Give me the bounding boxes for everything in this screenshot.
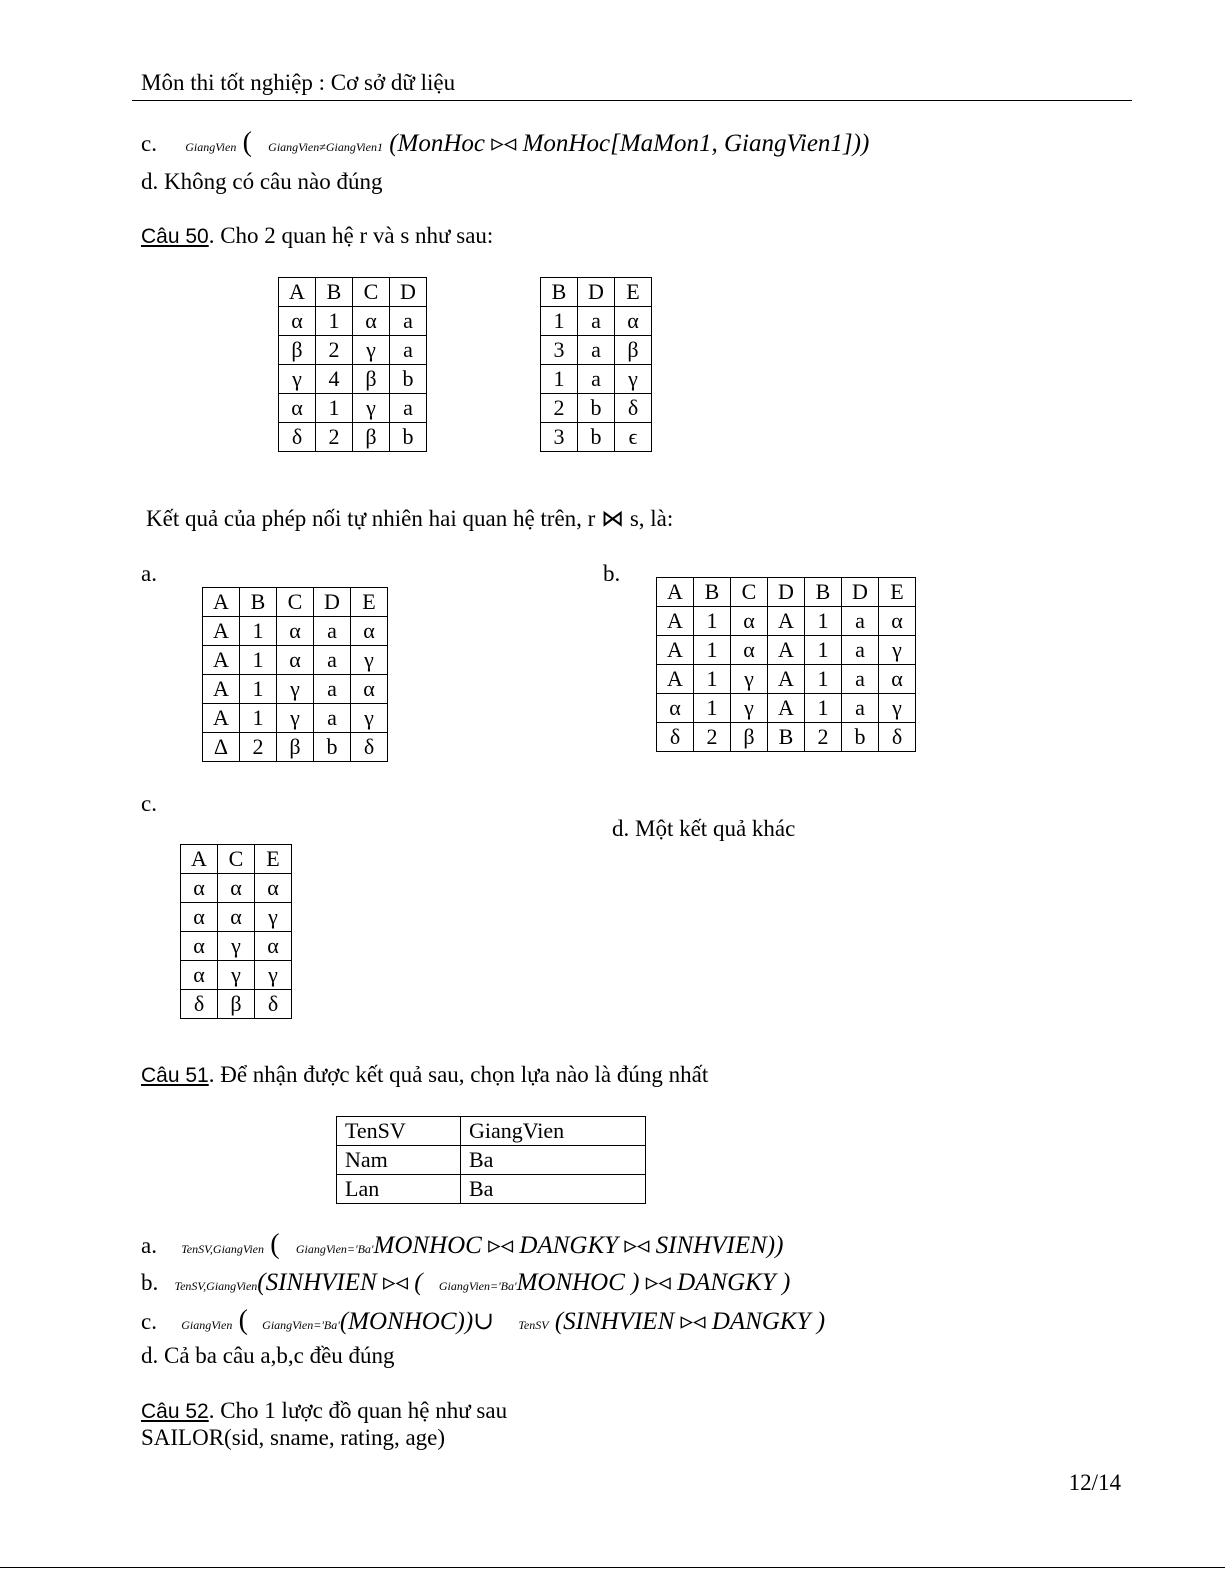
table-cell: γ [879,694,916,723]
table-cell: b [842,723,879,752]
table-cell: γ [255,961,292,990]
table-cell: β [279,336,316,365]
table-row [541,365,652,394]
table-cell: β [615,336,652,365]
table-cell: 1 [240,617,277,646]
q51-text: . Để nhận được kết quả sau, chọn lựa nào là đúng nhất [208,1062,709,1087]
table-row [279,394,427,423]
table-cell: A [768,694,805,723]
q51-option-c: c. GiangVien ( GiangVien='Ba'(MONHOC))∪ TenSV (SINHVIEN ▹◃ DANGKY ) [141,1305,826,1336]
table-header-row [541,278,652,307]
table-cell: δ [181,990,218,1019]
table-cell: Δ [203,733,240,762]
q52-label: Câu 52 [141,1400,209,1423]
table-cell: 2 [694,723,731,752]
table-cell: α [255,874,292,903]
table-cell: A [657,607,694,636]
table-cell: 1 [694,694,731,723]
table-cell: γ [351,704,388,733]
header-divider [132,100,1132,101]
table-cell: γ [279,365,316,394]
table-cell: b [578,394,615,423]
q50-option-b-label: b. [603,561,621,586]
table-cell: 4 [316,365,353,394]
table-cell: a [578,307,615,336]
table-cell: 1 [694,607,731,636]
table-cell: γ [353,336,390,365]
table-header-cell: E [615,278,652,307]
table-header-cell: D [390,278,427,307]
table-cell: β [353,365,390,394]
q51-heading [141,1061,708,1089]
table-cell: A [203,704,240,733]
table-header-cell: TenSV [337,1117,461,1146]
q50-option-a-label: a. [141,561,157,586]
table-cell: γ [731,665,768,694]
table-cell: 1 [805,607,842,636]
table-header-cell: B [805,578,842,607]
table-cell: a [578,365,615,394]
table-cell: δ [255,990,292,1019]
table-row [657,723,916,752]
table-cell: α [731,607,768,636]
table-cell: γ [255,903,292,932]
table-row [279,365,427,394]
table-cell: γ [351,646,388,675]
table-cell: Ba [460,1146,645,1175]
table-cell: 2 [240,733,277,762]
q52-heading [141,1397,507,1425]
page-number: 12/14 [1068,1470,1121,1495]
table-cell: α [181,874,218,903]
table-row [657,607,916,636]
table-cell: α [218,874,255,903]
table-cell: b [390,365,427,394]
q51-result-table [336,1116,646,1204]
prev-option-c: c. GiangVien ( GiangVien≠GiangVien1 (MonHoc ▹◃ MonHoc[MaMon1, GiangVien1])) [141,127,870,158]
table-cell: α [351,675,388,704]
table-cell: a [842,694,879,723]
table-cell: B [768,723,805,752]
q50-option-c-label: c. [141,791,157,816]
table-cell: α [255,932,292,961]
table-row [657,665,916,694]
table-row [203,617,388,646]
table-cell: 1 [240,704,277,733]
table-cell: α [181,903,218,932]
q51-option-b: b. TenSV,GiangVien(SINHVIEN ▹◃ ( GiangVien='Ba'MONHOC ) ▹◃ DANGKY ) [141,1269,791,1296]
table-row [337,1146,646,1175]
table-cell: β [218,990,255,1019]
table-cell: α [879,607,916,636]
q50-label: Câu 50 [141,225,209,248]
table-cell: b [314,733,351,762]
table-cell: A [768,665,805,694]
q51-option-d: d. Cả ba câu a,b,c đều đúng [141,1343,395,1368]
table-cell: 2 [316,336,353,365]
table-cell: A [657,636,694,665]
table-cell: 3 [541,336,578,365]
table-cell: α [277,646,314,675]
table-header-cell: C [731,578,768,607]
table-header-cell: A [181,845,218,874]
table-cell: Lan [337,1175,461,1204]
table-header-cell: C [277,588,314,617]
table-header-cell: B [541,278,578,307]
table-cell: α [279,394,316,423]
q52-text: . Cho 1 lược đồ quan hệ như sau [208,1398,508,1423]
table-cell: A [203,617,240,646]
table-cell: δ [879,723,916,752]
table-cell: α [218,903,255,932]
table-cell: δ [657,723,694,752]
table-cell: α [657,694,694,723]
table-header-cell: A [279,278,316,307]
table-cell: 1 [805,665,842,694]
table-cell: α [615,307,652,336]
table-row [541,423,652,452]
table-header-cell: GiangVien [460,1117,645,1146]
table-cell: β [277,733,314,762]
table-cell: 2 [541,394,578,423]
table-header-row [657,578,916,607]
table-cell: Ba [460,1175,645,1204]
table-cell: γ [277,704,314,733]
table-cell: 1 [805,636,842,665]
table-header-cell: E [879,578,916,607]
table-cell: 1 [541,365,578,394]
table-cell: β [353,423,390,452]
q50-option-c-table [180,844,292,1019]
table-header-cell: B [694,578,731,607]
table-cell: A [203,646,240,675]
table-header-row [203,588,388,617]
table-cell: α [181,961,218,990]
table-row [181,903,292,932]
table-cell: A [657,665,694,694]
table-cell: 1 [805,694,842,723]
table-cell: a [842,607,879,636]
table-cell: γ [218,961,255,990]
table-header-cell: D [578,278,615,307]
table-row [181,990,292,1019]
table-header-cell: C [218,845,255,874]
q50-question: Kết quả của phép nối tự nhiên hai quan hệ trên, r ⋈ s, là: [146,506,674,531]
table-header-cell: D [842,578,879,607]
prev-option-d: d. Không có câu nào đúng [141,169,383,194]
table-header-cell: D [768,578,805,607]
table-cell: δ [351,733,388,762]
table-cell: 1 [240,646,277,675]
table-cell: α [879,665,916,694]
table-cell: a [314,617,351,646]
q50-option-b-table [656,577,916,752]
table-cell: δ [279,423,316,452]
q50-text: . Cho 2 quan hệ r và s như sau: [208,223,494,248]
table-header-cell: E [351,588,388,617]
table-cell: a [314,646,351,675]
table-cell: 1 [316,394,353,423]
table-header-cell: D [314,588,351,617]
table-row [203,704,388,733]
table-header-cell: A [203,588,240,617]
table-cell: 2 [316,423,353,452]
table-header-row [337,1117,646,1146]
table-header-row [279,278,427,307]
table-cell: A [203,675,240,704]
table-header-cell: C [353,278,390,307]
table-header-cell: B [316,278,353,307]
relation-s-table [540,277,652,452]
table-cell: Nam [337,1146,461,1175]
table-header-cell: A [657,578,694,607]
q50-option-d: d. Một kết quả khác [612,816,796,841]
table-row [279,336,427,365]
table-row [181,932,292,961]
table-cell: a [842,665,879,694]
table-cell: δ [615,394,652,423]
table-cell: γ [615,365,652,394]
table-cell: γ [879,636,916,665]
table-cell: 1 [541,307,578,336]
table-row [541,394,652,423]
table-cell: A [768,607,805,636]
q50-heading [141,222,493,250]
table-cell: a [390,394,427,423]
table-row [279,307,427,336]
table-cell: γ [277,675,314,704]
table-cell: α [731,636,768,665]
table-cell: 1 [694,636,731,665]
page-header-title: Môn thi tốt nghiệp : Cơ sở dữ liệu [141,70,456,95]
table-cell: a [578,336,615,365]
table-cell: α [277,617,314,646]
table-cell: A [768,636,805,665]
table-header-row [181,845,292,874]
table-cell: γ [218,932,255,961]
q50-option-a-table [202,587,388,762]
table-cell: α [351,617,388,646]
table-row [203,646,388,675]
table-row [279,423,427,452]
table-cell: β [731,723,768,752]
table-cell: b [578,423,615,452]
table-row [541,307,652,336]
table-row [337,1175,646,1204]
table-cell: 1 [694,665,731,694]
table-cell: γ [731,694,768,723]
table-row [657,694,916,723]
relation-r-table [278,277,427,452]
table-row [203,733,388,762]
q51-option-a: a. TenSV,GiangVien ( GiangVien='Ba'MONHOC ▹◃ DANGKY ▹◃ SINHVIEN)) [141,1229,784,1260]
table-cell: γ [353,394,390,423]
table-cell: a [842,636,879,665]
q52-schema: SAILOR(sid, sname, rating, age) [141,1425,446,1450]
table-cell: 2 [805,723,842,752]
table-header-cell: E [255,845,292,874]
table-cell: ϵ [615,423,652,452]
table-cell: b [390,423,427,452]
table-cell: 1 [240,675,277,704]
page-bottom-border [0,1567,1225,1568]
table-cell: α [353,307,390,336]
table-row [541,336,652,365]
table-cell: a [390,336,427,365]
q51-label: Câu 51 [141,1064,209,1087]
table-row [181,874,292,903]
table-row [203,675,388,704]
table-row [181,961,292,990]
table-cell: α [279,307,316,336]
table-cell: α [181,932,218,961]
table-cell: a [314,675,351,704]
table-header-cell: B [240,588,277,617]
table-cell: a [390,307,427,336]
table-cell: 1 [316,307,353,336]
table-cell: 3 [541,423,578,452]
table-cell: a [314,704,351,733]
table-row [657,636,916,665]
